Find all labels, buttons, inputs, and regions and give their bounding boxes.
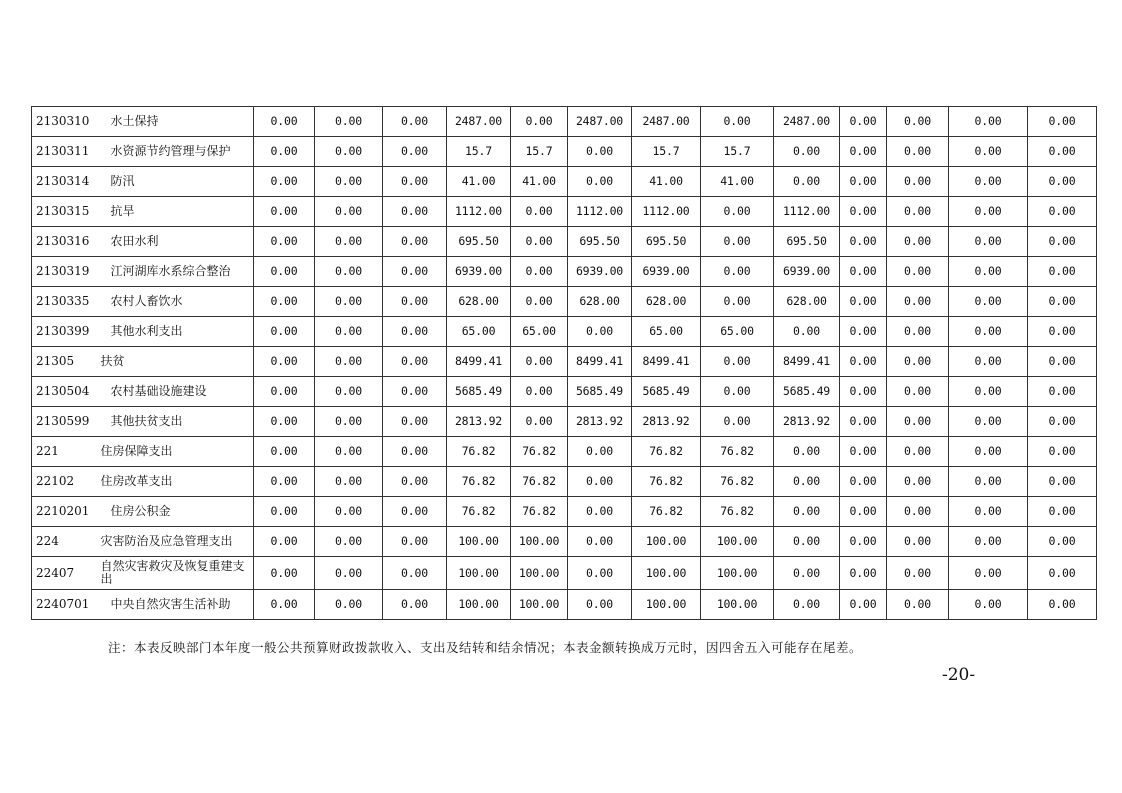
subject-name: 抗旱 [110,204,135,218]
amount-cell: 0.00 [840,557,887,590]
amount-cell: 628.00 [774,287,840,317]
amount-cell: 0.00 [511,287,568,317]
subject-name: 其他水利支出 [110,324,183,338]
amount-cell: 0.00 [774,557,840,590]
amount-cell: 0.00 [315,527,383,557]
subject-name: 农村人畜饮水 [110,294,183,308]
subject-name: 住房保障支出 [100,444,173,458]
subject-name: 水土保持 [110,114,159,128]
amount-cell: 0.00 [568,527,632,557]
amount-cell: 0.00 [254,377,315,407]
amount-cell: 0.00 [949,557,1028,590]
subject-code: 2130319 [32,257,99,287]
amount-cell: 0.00 [840,497,887,527]
amount-cell: 0.00 [511,197,568,227]
amount-cell: 0.00 [1028,287,1097,317]
amount-cell: 0.00 [254,137,315,167]
amount-cell: 0.00 [315,257,383,287]
amount-cell: 0.00 [315,227,383,257]
amount-cell: 5685.49 [632,377,701,407]
amount-cell: 0.00 [887,137,949,167]
amount-cell: 0.00 [949,137,1028,167]
amount-cell: 0.00 [949,167,1028,197]
amount-cell: 0.00 [383,197,447,227]
amount-cell: 0.00 [254,590,315,620]
amount-cell: 100.00 [632,557,701,590]
amount-cell: 0.00 [568,497,632,527]
amount-cell: 0.00 [315,377,383,407]
amount-cell: 0.00 [383,317,447,347]
subject-name-cell [99,197,254,227]
amount-cell: 0.00 [383,467,447,497]
amount-cell: 0.00 [254,107,315,137]
amount-cell: 76.82 [701,467,774,497]
amount-cell: 100.00 [447,590,511,620]
amount-cell: 0.00 [949,287,1028,317]
amount-cell: 0.00 [887,527,949,557]
amount-cell: 0.00 [774,497,840,527]
amount-cell: 5685.49 [447,377,511,407]
amount-cell: 0.00 [383,257,447,287]
table-row [32,557,1097,590]
amount-cell: 8499.41 [568,347,632,377]
subject-name-cell [99,437,254,467]
amount-cell: 2487.00 [632,107,701,137]
amount-cell: 0.00 [840,197,887,227]
amount-cell: 0.00 [949,317,1028,347]
amount-cell: 0.00 [701,407,774,437]
amount-cell: 0.00 [383,437,447,467]
table-row [32,527,1097,557]
amount-cell: 0.00 [1028,527,1097,557]
amount-cell: 8499.41 [632,347,701,377]
amount-cell: 1112.00 [774,197,840,227]
amount-cell: 0.00 [568,167,632,197]
subject-name: 防汛 [110,174,135,188]
table-row [32,497,1097,527]
subject-code: 224 [32,527,99,557]
subject-code: 2210201 [32,497,99,527]
amount-cell: 0.00 [254,407,315,437]
amount-cell: 76.82 [701,497,774,527]
amount-cell: 0.00 [315,437,383,467]
amount-cell: 0.00 [701,347,774,377]
amount-cell: 0.00 [254,167,315,197]
amount-cell: 1112.00 [447,197,511,227]
amount-cell: 0.00 [315,137,383,167]
amount-cell: 0.00 [701,257,774,287]
amount-cell: 0.00 [774,437,840,467]
amount-cell: 0.00 [254,197,315,227]
amount-cell: 0.00 [840,227,887,257]
amount-cell: 0.00 [949,467,1028,497]
amount-cell: 0.00 [1028,227,1097,257]
amount-cell: 695.50 [568,227,632,257]
amount-cell: 0.00 [840,407,887,437]
subject-code: 2130335 [32,287,99,317]
subject-name: 中央自然灾害生活补助 [110,597,231,611]
amount-cell: 0.00 [949,590,1028,620]
subject-code: 2130316 [32,227,99,257]
amount-cell: 0.00 [568,437,632,467]
amount-cell: 15.7 [632,137,701,167]
subject-code: 2130310 [32,107,99,137]
subject-name-cell [99,227,254,257]
amount-cell: 0.00 [254,437,315,467]
subject-code: 2130504 [32,377,99,407]
amount-cell: 8499.41 [447,347,511,377]
amount-cell: 76.82 [511,497,568,527]
amount-cell: 0.00 [315,557,383,590]
amount-cell: 0.00 [1028,407,1097,437]
amount-cell: 0.00 [1028,347,1097,377]
amount-cell: 6939.00 [632,257,701,287]
amount-cell: 100.00 [511,527,568,557]
budget-table [31,106,1097,620]
amount-cell: 0.00 [511,257,568,287]
subject-name: 住房改革支出 [100,474,173,488]
amount-cell: 0.00 [774,467,840,497]
amount-cell: 76.82 [447,437,511,467]
amount-cell: 76.82 [632,437,701,467]
amount-cell: 0.00 [315,287,383,317]
table-row [32,467,1097,497]
amount-cell: 0.00 [1028,107,1097,137]
amount-cell: 5685.49 [774,377,840,407]
amount-cell: 0.00 [887,197,949,227]
amount-cell: 0.00 [701,287,774,317]
table-row [32,347,1097,377]
amount-cell: 100.00 [701,527,774,557]
amount-cell: 6939.00 [568,257,632,287]
amount-cell: 695.50 [447,227,511,257]
table-note: 注：本表反映部门本年度一般公共预算财政拨款收入、支出及结转和结余情况；本表金额转换成万元时，因四舍五入可能存在尾差。 [108,640,863,655]
amount-cell: 0.00 [887,227,949,257]
amount-cell: 0.00 [254,317,315,347]
subject-name: 江河湖库水系综合整治 [110,264,231,278]
amount-cell: 0.00 [887,377,949,407]
amount-cell: 76.82 [701,437,774,467]
table-row [32,590,1097,620]
amount-cell: 0.00 [511,377,568,407]
amount-cell: 0.00 [315,497,383,527]
amount-cell: 0.00 [840,527,887,557]
subject-name-cell [99,407,254,437]
amount-cell: 2813.92 [632,407,701,437]
amount-cell: 0.00 [887,407,949,437]
amount-cell: 0.00 [774,590,840,620]
amount-cell: 2487.00 [774,107,840,137]
amount-cell: 0.00 [315,317,383,347]
amount-cell: 0.00 [383,377,447,407]
subject-name: 自然灾害救灾及恢复重建支出 [100,559,245,586]
amount-cell: 0.00 [383,227,447,257]
amount-cell: 0.00 [254,497,315,527]
amount-cell: 0.00 [383,557,447,590]
amount-cell: 2487.00 [447,107,511,137]
amount-cell: 0.00 [887,497,949,527]
amount-cell: 0.00 [315,407,383,437]
amount-cell: 76.82 [632,497,701,527]
amount-cell: 41.00 [447,167,511,197]
table-row [32,227,1097,257]
subject-name-cell [99,257,254,287]
amount-cell: 0.00 [1028,467,1097,497]
subject-code: 221 [32,437,99,467]
amount-cell: 0.00 [701,107,774,137]
amount-cell: 0.00 [568,590,632,620]
amount-cell: 100.00 [701,590,774,620]
amount-cell: 0.00 [1028,557,1097,590]
amount-cell: 2813.92 [447,407,511,437]
amount-cell: 5685.49 [568,377,632,407]
amount-cell: 0.00 [887,257,949,287]
subject-code: 2240701 [32,590,99,620]
amount-cell: 0.00 [840,590,887,620]
amount-cell: 100.00 [632,527,701,557]
amount-cell: 0.00 [949,197,1028,227]
amount-cell: 0.00 [383,527,447,557]
table-row [32,437,1097,467]
amount-cell: 0.00 [887,107,949,137]
amount-cell: 0.00 [383,407,447,437]
subject-name-cell [99,590,254,620]
amount-cell: 2487.00 [568,107,632,137]
amount-cell: 0.00 [254,557,315,590]
amount-cell: 15.7 [701,137,774,167]
amount-cell: 0.00 [254,347,315,377]
subject-name-cell [99,527,254,557]
amount-cell: 0.00 [511,407,568,437]
amount-cell: 0.00 [949,437,1028,467]
subject-name: 农田水利 [110,234,159,248]
amount-cell: 0.00 [315,347,383,377]
amount-cell: 0.00 [840,137,887,167]
amount-cell: 65.00 [511,317,568,347]
amount-cell: 76.82 [447,497,511,527]
subject-name-cell [99,167,254,197]
amount-cell: 0.00 [383,137,447,167]
amount-cell: 0.00 [887,287,949,317]
amount-cell: 0.00 [701,377,774,407]
amount-cell: 0.00 [774,317,840,347]
amount-cell: 0.00 [1028,590,1097,620]
amount-cell: 2813.92 [568,407,632,437]
amount-cell: 0.00 [254,527,315,557]
subject-name-cell [99,317,254,347]
amount-cell: 0.00 [949,347,1028,377]
subject-name: 扶贫 [100,354,125,368]
amount-cell: 41.00 [632,167,701,197]
subject-name-cell [99,497,254,527]
amount-cell: 0.00 [840,377,887,407]
amount-cell: 76.82 [447,467,511,497]
table-row [32,257,1097,287]
amount-cell: 100.00 [447,527,511,557]
amount-cell: 0.00 [840,347,887,377]
amount-cell: 76.82 [511,437,568,467]
amount-cell: 41.00 [701,167,774,197]
subject-name-cell [99,287,254,317]
amount-cell: 0.00 [949,497,1028,527]
amount-cell: 0.00 [949,527,1028,557]
amount-cell: 2813.92 [774,407,840,437]
amount-cell: 628.00 [632,287,701,317]
amount-cell: 0.00 [887,347,949,377]
amount-cell: 0.00 [511,227,568,257]
page-number: -20- [942,665,976,685]
amount-cell: 0.00 [840,287,887,317]
amount-cell: 0.00 [568,467,632,497]
amount-cell: 0.00 [511,347,568,377]
subject-name-cell [99,347,254,377]
amount-cell: 0.00 [383,167,447,197]
amount-cell: 41.00 [511,167,568,197]
amount-cell: 0.00 [840,437,887,467]
amount-cell: 1112.00 [568,197,632,227]
amount-cell: 0.00 [383,347,447,377]
amount-cell: 65.00 [701,317,774,347]
amount-cell: 0.00 [1028,257,1097,287]
amount-cell: 628.00 [447,287,511,317]
subject-code: 22102 [32,467,99,497]
amount-cell: 0.00 [701,197,774,227]
amount-cell: 0.00 [887,590,949,620]
amount-cell: 695.50 [774,227,840,257]
amount-cell: 695.50 [632,227,701,257]
amount-cell: 0.00 [315,590,383,620]
subject-name-cell [99,377,254,407]
amount-cell: 628.00 [568,287,632,317]
amount-cell: 0.00 [568,317,632,347]
amount-cell: 0.00 [949,107,1028,137]
subject-code: 2130314 [32,167,99,197]
amount-cell: 0.00 [774,167,840,197]
amount-cell: 0.00 [887,437,949,467]
table-row [32,167,1097,197]
amount-cell: 0.00 [774,527,840,557]
table-body [32,107,1097,620]
amount-cell: 0.00 [315,197,383,227]
amount-cell: 100.00 [701,557,774,590]
amount-cell: 0.00 [1028,497,1097,527]
amount-cell: 76.82 [511,467,568,497]
table-row [32,287,1097,317]
subject-code: 2130315 [32,197,99,227]
amount-cell: 0.00 [701,227,774,257]
amount-cell: 0.00 [568,557,632,590]
amount-cell: 0.00 [254,287,315,317]
amount-cell: 100.00 [511,590,568,620]
amount-cell: 0.00 [1028,197,1097,227]
amount-cell: 100.00 [632,590,701,620]
amount-cell: 0.00 [315,467,383,497]
subject-name: 住房公积金 [110,504,171,518]
amount-cell: 15.7 [511,137,568,167]
amount-cell: 15.7 [447,137,511,167]
amount-cell: 0.00 [383,107,447,137]
subject-code: 2130599 [32,407,99,437]
subject-code: 2130399 [32,317,99,347]
amount-cell: 6939.00 [774,257,840,287]
amount-cell: 0.00 [887,467,949,497]
subject-name-cell [99,137,254,167]
amount-cell: 76.82 [632,467,701,497]
amount-cell: 1112.00 [632,197,701,227]
amount-cell: 0.00 [1028,437,1097,467]
amount-cell: 0.00 [840,317,887,347]
amount-cell: 0.00 [1028,377,1097,407]
table-row [32,377,1097,407]
subject-name-cell [99,557,254,590]
amount-cell: 0.00 [840,167,887,197]
amount-cell: 0.00 [383,497,447,527]
table-row [32,407,1097,437]
subject-name-cell [99,107,254,137]
subject-code: 21305 [32,347,99,377]
subject-name: 农村基础设施建设 [110,384,207,398]
subject-name: 灾害防治及应急管理支出 [100,534,233,548]
amount-cell: 0.00 [511,107,568,137]
amount-cell: 65.00 [447,317,511,347]
amount-cell: 0.00 [568,137,632,167]
amount-cell: 0.00 [840,257,887,287]
amount-cell: 0.00 [1028,167,1097,197]
amount-cell: 0.00 [315,107,383,137]
amount-cell: 0.00 [887,557,949,590]
amount-cell: 0.00 [254,227,315,257]
subject-name-cell [99,467,254,497]
amount-cell: 0.00 [840,467,887,497]
table-row [32,107,1097,137]
amount-cell: 100.00 [511,557,568,590]
amount-cell: 0.00 [949,227,1028,257]
amount-cell: 0.00 [949,257,1028,287]
amount-cell: 0.00 [949,377,1028,407]
amount-cell: 6939.00 [447,257,511,287]
amount-cell: 0.00 [254,467,315,497]
amount-cell: 0.00 [774,137,840,167]
amount-cell: 0.00 [887,167,949,197]
subject-name: 水资源节约管理与保护 [110,144,231,158]
subject-code: 2130311 [32,137,99,167]
amount-cell: 0.00 [383,590,447,620]
subject-name: 其他扶贫支出 [110,414,183,428]
amount-cell: 0.00 [1028,137,1097,167]
table-row [32,137,1097,167]
amount-cell: 100.00 [447,557,511,590]
amount-cell: 0.00 [383,287,447,317]
amount-cell: 0.00 [315,167,383,197]
amount-cell: 0.00 [949,407,1028,437]
amount-cell: 0.00 [887,317,949,347]
amount-cell: 65.00 [632,317,701,347]
table-row [32,197,1097,227]
amount-cell: 0.00 [254,257,315,287]
amount-cell: 8499.41 [774,347,840,377]
table-row [32,317,1097,347]
amount-cell: 0.00 [840,107,887,137]
subject-code: 22407 [32,557,99,590]
amount-cell: 0.00 [1028,317,1097,347]
